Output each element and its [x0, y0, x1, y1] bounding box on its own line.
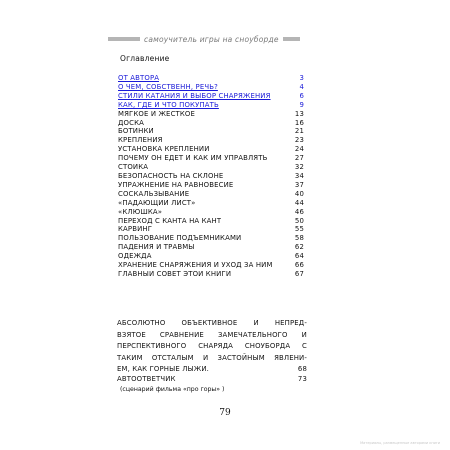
toc-entry-title: «ПАДАЮЩИЙ ЛИСТ» — [118, 198, 196, 207]
essay-word: ОТСТАЛЫМ — [151, 353, 194, 362]
toc-entry-page: 55 — [294, 225, 304, 234]
answering-machine-subtitle: (сценарий фильма «про горы» ) — [120, 386, 225, 393]
toc-entry-title: КАРВИНГ — [118, 225, 153, 234]
essay-word: НЕПРЕД- — [274, 319, 307, 327]
toc-entry-page[interactable]: 6 — [299, 91, 304, 100]
toc-entry — [118, 208, 304, 217]
toc-entry-page: 40 — [294, 189, 304, 198]
toc-entry-title: МЯГКОЕ И ЖЕСТКОЕ — [118, 109, 196, 118]
toc-entry-page: 21 — [294, 127, 304, 136]
toc-entry-title: БЕЗОПАСНОСТЬ НА СКЛОНЕ — [118, 171, 224, 180]
toc-entry — [118, 181, 304, 190]
essay-word: ПЕРСПЕКТИВНОГО — [117, 342, 187, 350]
toc-entry[interactable] — [118, 83, 304, 92]
toc-entry-page: 64 — [294, 252, 304, 261]
table-of-contents — [118, 74, 304, 279]
essay-word: СНАРЯДА — [198, 342, 233, 350]
toc-entry-title[interactable]: СТИЛИ КАТАНИЯ И ВЫБОР СНАРЯЖЕНИЯ — [118, 91, 271, 100]
essay-word: СРАВНЕНИЕ — [159, 330, 204, 339]
toc-entry — [118, 110, 304, 119]
toc-entry — [118, 119, 304, 128]
toc-entry-title[interactable]: ОТ АВТОРА — [118, 74, 160, 82]
essay-word: ЗАМЕЧАТЕЛЬНОГО — [217, 330, 288, 339]
toc-entry-page: 32 — [294, 163, 304, 172]
toc-entry-title: ХРАНЕНИЕ СНАРЯЖЕНИЯ И УХОД ЗА НИМ — [118, 261, 273, 270]
toc-entry-page: 34 — [294, 171, 304, 180]
page-number: 79 — [219, 408, 231, 418]
toc-entry-title: БОТИНКИ — [118, 127, 154, 136]
toc-entry — [118, 234, 304, 243]
toc-entry — [118, 270, 304, 279]
toc-entry-title: КРЕПЛЕНИЯ — [118, 136, 163, 145]
essay-word: ЯВЛЕНИ- — [274, 353, 307, 362]
toc-entry-title[interactable]: КАК, ГДЕ И ЧТО ПОКУПАТЬ — [118, 100, 219, 109]
toc-entry-title[interactable]: О ЧЕМ, СОБСТВЕНН, РЕЧЬ? — [118, 82, 218, 91]
toc-entry — [118, 225, 304, 234]
essay-line — [117, 330, 307, 342]
answering-machine-entry — [117, 374, 307, 384]
toc-entry — [118, 163, 304, 172]
toc-entry-title: УПРАЖНЕНИЕ НА РАВНОВЕСИЕ — [118, 180, 234, 189]
toc-entry-title: СОСКАЛЬЗЫВАНИЕ — [118, 189, 190, 198]
essay-word: И — [301, 330, 307, 339]
answering-machine-page: 73 — [297, 375, 307, 383]
essay-line — [117, 353, 307, 365]
toc-entry — [118, 145, 304, 154]
toc-entry — [118, 217, 304, 226]
toc-entry-page[interactable]: 9 — [299, 100, 304, 109]
answering-machine-title: АВТООТВЕТЧИК — [117, 375, 176, 383]
essay-word: ОБЪЕКТИВНОЕ — [181, 319, 238, 327]
toc-entry-title: ДОСКА — [118, 118, 144, 127]
toc-entry-title: ОДЕЖДА — [118, 252, 152, 261]
essay-word: И — [253, 319, 259, 327]
toc-entry — [118, 136, 304, 145]
toc-entry-title: ПАДЕНИЯ И ТРАВМЫ — [118, 243, 195, 252]
toc-entry-title: СТОЙКА — [118, 163, 149, 172]
toc-entry[interactable] — [118, 74, 304, 83]
essay-word: С — [302, 342, 307, 350]
essay-line — [117, 341, 307, 353]
toc-entry-page: 44 — [294, 198, 304, 207]
essay-entry — [117, 318, 307, 376]
toc-entry — [118, 261, 304, 270]
toc-entry-page: 16 — [294, 118, 304, 127]
essay-line-text: ЕМ, КАК ГОРНЫЕ ЛЫЖИ. — [117, 365, 209, 373]
toc-entry-title: ПОЧЕМУ ОН ЕДЕТ И КАК ИМ УПРАВЛЯТЬ — [118, 154, 268, 163]
toc-entry-page: 24 — [294, 145, 304, 154]
toc-entry-title: ПОЛЬЗОВАНИЕ ПОДЪЕМНИКАМИ — [118, 234, 242, 243]
essay-word: ТАКИМ — [117, 353, 143, 362]
toc-entry-page[interactable]: 4 — [299, 82, 304, 91]
toc-entry — [118, 252, 304, 261]
running-header — [108, 35, 300, 43]
toc-entry — [118, 190, 304, 199]
toc-entry — [118, 154, 304, 163]
toc-entry-title: «КЛЮШКА» — [118, 207, 163, 216]
toc-entry[interactable] — [118, 92, 304, 101]
toc-entry-page: 13 — [294, 109, 304, 118]
toc-entry-page: 66 — [294, 261, 304, 270]
toc-entry-page: 23 — [294, 136, 304, 145]
toc-entry-page: 58 — [294, 234, 304, 243]
essay-word: И — [202, 353, 209, 362]
essay-page: 68 — [297, 365, 307, 373]
header-title: самоучитель игры на сноуборде — [144, 34, 279, 44]
toc-heading: Оглавление — [120, 54, 170, 63]
essay-word: ЗАСТОЙНЫМ — [217, 353, 265, 362]
header-rule-left — [108, 37, 140, 41]
toc-entry-title: ПЕРЕХОД С КАНТА НА КАНТ — [118, 216, 222, 225]
toc-entry-page[interactable]: 3 — [299, 74, 304, 82]
footer-note: Материалы, размещенные авторами книги — [360, 441, 440, 445]
essay-line — [117, 318, 307, 330]
essay-word: АБСОЛЮТНО — [117, 319, 166, 327]
toc-entry-title: УСТАНОВКА КРЕПЛЕНИЙ — [118, 145, 210, 154]
toc-entry — [118, 172, 304, 181]
toc-entry — [118, 243, 304, 252]
toc-entry — [118, 127, 304, 136]
toc-entry-title: ГЛАВНЫЙ СОВЕТ ЭТОЙ КНИГИ — [118, 269, 232, 278]
toc-entry[interactable] — [118, 101, 304, 110]
header-rule-right — [283, 37, 300, 41]
toc-entry — [118, 199, 304, 208]
toc-entry-page: 27 — [294, 154, 304, 163]
toc-entry-page: 67 — [294, 269, 304, 278]
toc-entry-page: 37 — [294, 180, 304, 189]
toc-entry-page: 50 — [294, 216, 304, 225]
essay-word: СНОУБОРДА — [244, 342, 291, 350]
essay-word: ВЗЯТОЕ — [117, 330, 146, 339]
toc-entry-page: 46 — [294, 207, 304, 216]
toc-entry-page: 62 — [294, 243, 304, 252]
